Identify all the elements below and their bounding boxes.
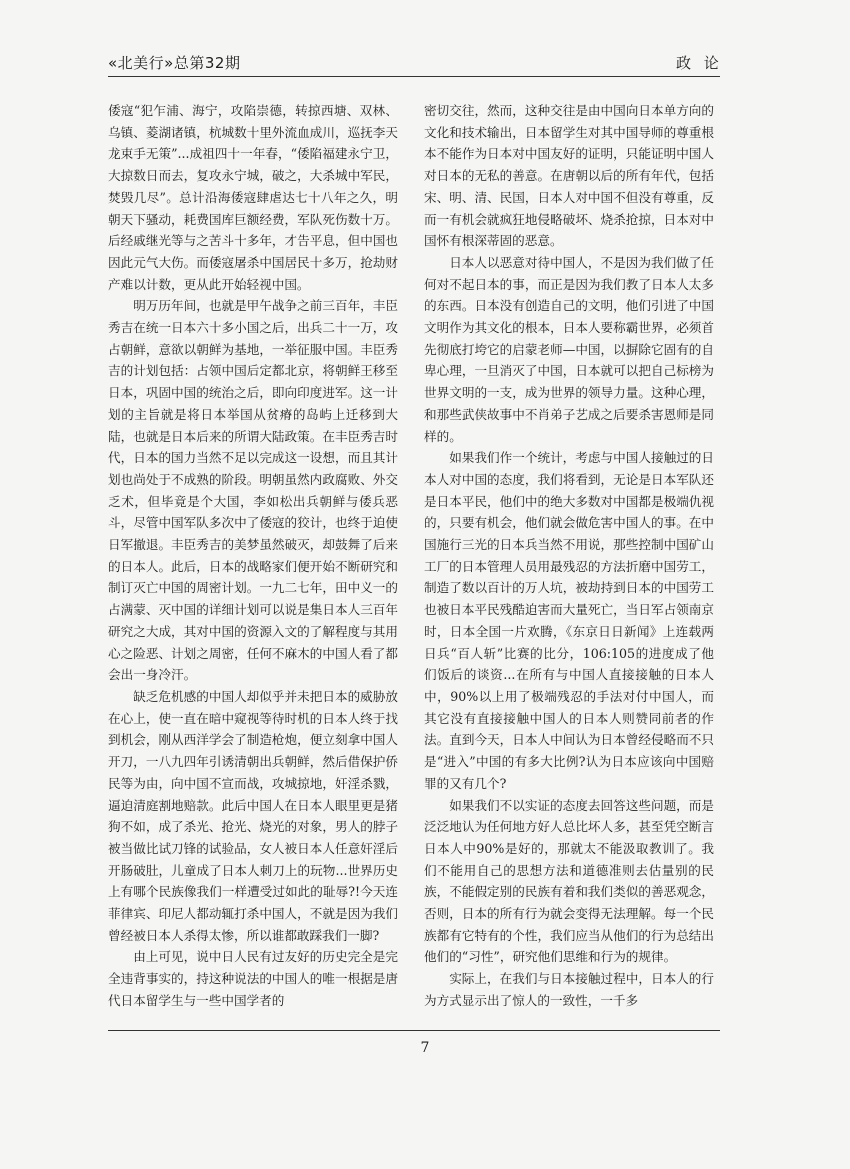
paragraph: 如果我们不以实证的态度去回答这些问题，而是泛泛地认为任何地方好人总比坏人多，甚至凭空断言日本人中90%是好的，那就太不能汲取教训了。我们不能用自己的思想方法和道德准则去估量别的民族，不能假定别的民族有着和我们类似的善恶观念，否则，日本的所有行为就会变得无法理解。每一个民族都有它特有的个性，我们应当从他们的行为总结出他们的“习性”，研究他们思维和行为的规律。 [424,797,714,965]
paragraph: 倭寇“犯乍浦、海宁，攻陷崇德，转掠西塘、双林、乌镇、菱湖诸镇，杭城数十里外流血成川，巡抚李天龙束手无策”...成祖四十一年春，“倭陷福建永宁卫，大掠数日而去，复攻永宁城，破之，大杀城中军民，焚毁几尽”。总计沿海倭寇肆虐达七十八年之久，明朝天下骚动，耗费国库巨额经费，军队死伤数十万。后经戚继光等与之苦斗十多年，才告平息，但中国也因此元气大伤。而倭寇屠杀中国居民十多万，抢劫财产难以计数，更从此开始轻视中国。 [108,103,398,292]
paragraph: 密切交往，然而，这种交往是由中国向日本单方向的文化和技术输出，日本留学生对其中国导师的尊重根本不能作为日本对中国友好的证明，只能证明中国人对日本的无私的善意。在唐朝以后的所有年代，包括宋、明、清、民国，日本人对中国不但没有尊重，反而一有机会就疯狂地侵略破坏、烧杀抢掠，日本对中国怀有根深蒂固的恶意。 [424,103,714,249]
footer-divider [108,1030,720,1031]
right-column [424,100,714,1012]
paragraph: 如果我们作一个统计，考虑与中国人接触过的日本人对中国的态度，我们将看到，无论是日本军队还是日本平民，他们中的绝大多数对中国都是极端仇视的，只要有机会，他们就会做危害中国人的事。在中国施行三光的日本兵当然不用说，那些控制中国矿山工厂的日本管理人员用最残忍的方法折磨中国劳工，制造了数以百计的万人坑，被劫持到日本的中国劳工也被日本平民残酷迫害而大量死亡，当日军占领南京时，日本全国一片欢腾，《东京日日新闻》上连载两日兵“百人斩”比赛的比分，106:105的进度成了他们饭后的谈资...在所有与中国人直接接触的日本人中，90%以上用了极端残忍的手法对付中国人，而其它没有直接接触中国人的日本人则赞同前者的作法。直到今天，日本人中间认为日本曾经侵略而不只是“进入”中国的有多大比例?认为日本应该向中国赔罪的又有几个? [424,450,714,791]
section-title: 政 论 [676,54,723,72]
paragraph: 日本人以恶意对待中国人，不是因为我们做了任何对不起日本的事，而正是因为我们教了日本人太多的东西。日本没有创造自己的文明，他们引进了中国文明作为其文化的根本，日本人要称霸世界，必须首先彻底打垮它的启蒙老师—中国，以摒除它固有的自卑心理，一旦消灭了中国，日本就可以把自己标榜为世界文明的一支，成为世界的领导力量。这种心理，和那些武侠故事中不肖弟子艺成之后要杀害恩师是同样的。 [424,254,714,444]
paragraph: 明万历年间，也就是甲午战争之前三百年，丰臣秀吉在统一日本六十多小国之后，出兵二十一万，攻占朝鲜，意欲以朝鲜为基地，一举征服中国。丰臣秀吉的计划包括：占领中国后定都北京，将朝鲜王移至日本，巩固中国的统治之后，即向印度进军。这一计划的主旨就是将日本举国从贫瘠的岛屿上迁移到大陆，也就是日本后来的所谓大陆政策。在丰臣秀吉时代，日本的国力当然不足以完成这一设想，而且其计划也尚处于不成熟的阶段。明朝虽然内政腐败、外交乏术，但毕竟是个大国，李如松出兵朝鲜与倭兵恶斗，尽管中国军队多次中了倭寇的狡计，也终于迫使日军撤退。丰臣秀吉的美梦虽然破灭，却鼓舞了后来的日本人。此后，日本的战略家们便开始不断研究和制订灭亡中国的周密计划。一九二七年，田中义一的占满蒙、灭中国的详细计划可以说是集日本人三百年研究之大成，其对中国的资源入文的了解程度与其用心之险恶、计划之周密，任何不麻木的中国人看了都会出一身冷汗。 [108,298,398,683]
left-column [108,100,398,1012]
paragraph: 缺乏危机感的中国人却似乎并未把日本的威胁放在心上，使一直在暗中窥视等待时机的日本人终于找到机会，刚从西洋学会了制造枪炮，便立刻拿中国人开刀，一八九四年引诱清朝出兵朝鲜，然后借保护侨民等为由，向中国不宣而战，攻城掠地，奸淫杀戮，逼迫清庭割地赔款。此后中国人在日本人眼里更是猪狗不如，成了杀光、抢光、烧光的对象，男人的脖子被当做比试刀锋的试验品，女人被日本人任意奸淫后开肠破肚，儿童成了日本人刺刀上的玩物...世界历史上有哪个民族像我们一样遭受过如此的耻辱?!今天连菲律宾、印尼人都动辄打杀中国人，不就是因为我们曾经被日本人杀得太惨，所以谁都敢踩我们一脚? [108,688,398,943]
header-divider [108,76,720,77]
paragraph: 实际上，在我们与日本接触过程中，日本人的行为方式显示出了惊人的一致性，一千多 [424,971,714,1008]
journal-title: «北美行»总第32期 [108,54,241,72]
page-number: 7 [420,1040,430,1056]
paragraph: 由上可见，说中日人民有过友好的历史完全是完全违背事实的，持这种说法的中国人的唯一根据是唐代日本留学生与一些中国学者的 [108,949,398,1008]
